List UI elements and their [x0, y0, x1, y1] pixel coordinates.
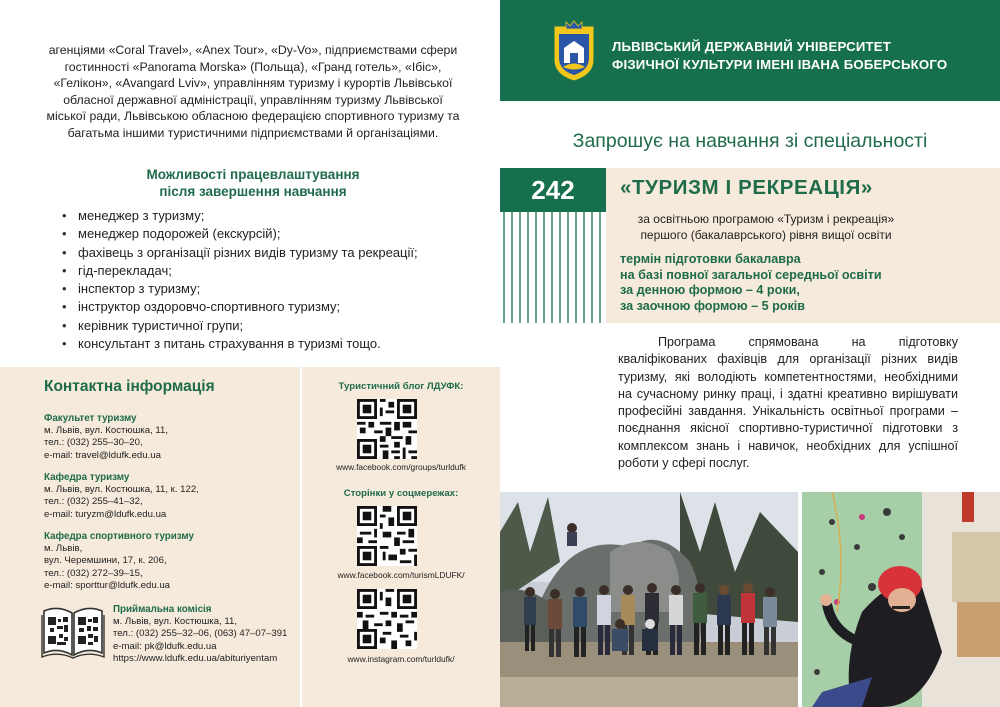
instagram-url[interactable]: www.instagram.com/turldufk/	[347, 654, 455, 664]
list-item: • консультант з питань страхування в туризмі тощо.	[62, 335, 482, 353]
term-line1: термін підготовки бакалавра	[620, 252, 801, 266]
sport-dept-city: м. Львів,	[44, 543, 83, 555]
study-term	[620, 252, 882, 314]
faculty-heading: Факультет туризму	[44, 413, 137, 424]
invite-heading: Запрошує на навчання зі спеціальності	[572, 130, 928, 152]
list-item: • менеджер з туризму;	[62, 207, 482, 225]
admission-url[interactable]: https://www.ldufk.edu.ua/abituriyentam	[113, 652, 278, 664]
specialty-title: «ТУРИЗМ І РЕКРЕАЦІЯ»	[620, 176, 873, 199]
sport-dept-street: вул. Черемшини, 17, к. 206,	[44, 555, 167, 567]
jobs-list	[62, 207, 482, 353]
contacts-title: Контактна інформація	[44, 378, 215, 395]
university-name-line2: ФІЗИЧНОЇ КУЛЬТУРИ ІМЕНІ ІВАНА БОБЕРСЬКОГО	[612, 57, 948, 72]
university-name-line1: ЛЬВІВСЬКИЙ ДЕРЖАВНИЙ УНІВЕРСИТЕТ	[612, 39, 892, 54]
admission-heading: Приймальна комісія	[113, 604, 212, 615]
tourism-dept-email[interactable]: e-mail: turyzm@ldufk.edu.ua	[44, 508, 167, 520]
list-item: • менеджер подорожей (екскурсій);	[62, 225, 482, 243]
university-name	[612, 38, 947, 74]
blog-url[interactable]: www.facebook.com/groups/turldufk	[336, 462, 466, 472]
faculty-phone: тел.: (032) 255–30–20,	[44, 437, 143, 449]
faculty-address: м. Львів, вул. Костюшка, 11,	[44, 425, 168, 437]
program-info	[606, 212, 926, 243]
sport-dept-email[interactable]: e-mail: sporttur@ldufk.edu.ua	[44, 579, 170, 591]
group-hiking-photo	[500, 492, 798, 707]
program-line2: першого (бакалаврського) рівня вищої освіти	[640, 227, 892, 242]
pages-title: Сторінки у соцмережах:	[343, 488, 459, 499]
jobs-heading	[44, 166, 462, 200]
term-line4: за заочною формою – 5 років	[620, 298, 806, 313]
book-qr-icon	[40, 603, 106, 659]
admission-contact	[113, 604, 287, 665]
facebook-qr-code[interactable]	[357, 506, 417, 566]
specialty-code: 242	[500, 168, 606, 212]
program-line1: за освітньою програмою «Туризм і рекреація»	[637, 212, 895, 226]
program-description: Програма спрямована на підготовку кваліфікованих фахівців для організації різних видів туризму, які володіють компетентностями, необхідними на сучасному ринку праці, і здатні креативно вирішувати професійні завдання. Унікальність освітньої програми – поєднання якісної спортивно-туристичної підготовки з комплексом знань і навичок, необхідних для успішної роботи у сфері послуг.	[618, 335, 958, 471]
term-line3: за денною формою – 4 роки,	[620, 283, 800, 297]
admission-email[interactable]: e-mail: pk@ldufk.edu.ua	[113, 640, 217, 652]
jobs-heading-line1: Можливості працевлаштування	[146, 167, 360, 182]
list-item: • гід-перекладач;	[62, 262, 482, 280]
university-crest-icon	[551, 20, 597, 82]
blog-title: Туристичний блог ЛДУФК:	[338, 381, 464, 392]
faculty-contact	[44, 413, 168, 462]
instagram-qr-code[interactable]	[357, 589, 417, 649]
list-item: • фахівець з організації різних видів туризму та рекреації;	[62, 244, 482, 262]
tourism-dept-phone: тел.: (032) 255–41–32,	[44, 496, 143, 508]
admission-address: м. Львів, вул. Костюшка, 11,	[113, 616, 237, 628]
faculty-email[interactable]: e-mail: travel@ldufk.edu.ua	[44, 449, 161, 461]
list-item: • інструктор оздоровчо-спортивного туризму;	[62, 298, 482, 316]
term-line2: на базі повної загальної середньої освіти	[620, 267, 882, 282]
sport-dept-phone: тел.: (032) 272–39–15,	[44, 567, 143, 579]
admission-phone: тел.: (032) 255–32–06, (063) 47–07–391	[113, 628, 288, 640]
list-item: • керівник туристичної групи;	[62, 317, 482, 335]
jobs-heading-line2: після завершення навчання	[159, 184, 347, 199]
intro-paragraph: агенціями «Coral Travel», «Anex Tour», «Dy-Vo», підприємствами сфери гостинності «Panorama Morska» (Польща), «Гранд готель», «Ібіс», «Гелікон», «Avangard Lviv», управлінням туризму і курортів Львівської обласної державної адміністрації, управлінням туризму Львівської міської ради, Львівською обласною федерацією спортивного туризму та багатьма іншими туристичними підприємствами й організаціями.	[46, 43, 460, 140]
sport-dept-heading: Кафедра спортивного туризму	[44, 531, 194, 542]
list-item: • інспектор з туризму;	[62, 280, 482, 298]
sport-dept-contact	[44, 531, 194, 592]
tourism-dept-contact	[44, 472, 199, 521]
tourism-dept-heading: Кафедра туризму	[44, 472, 130, 483]
tourism-dept-address: м. Львів, вул. Костюшка, 11, к. 122,	[44, 484, 199, 496]
blog-qr-code[interactable]	[357, 399, 417, 459]
facebook-url[interactable]: www.facebook.com/turismLDUFK/	[337, 570, 465, 580]
climbing-wall-photo	[802, 492, 1000, 707]
decorative-stripes	[500, 212, 606, 323]
